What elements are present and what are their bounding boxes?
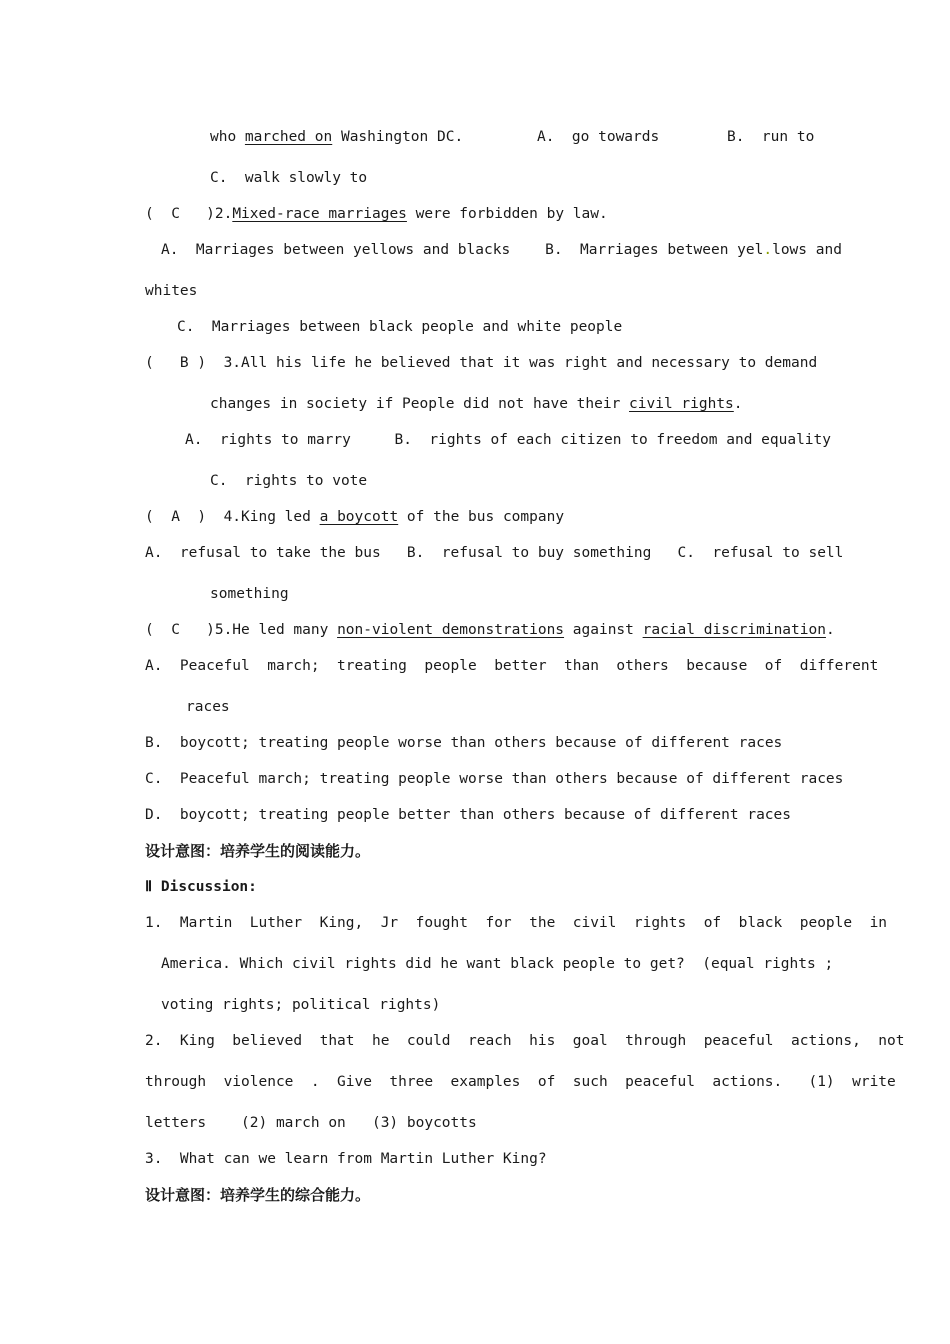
- q5-stem: [145, 620, 835, 640]
- q3-underlined-phrase: civil rights: [629, 396, 734, 412]
- q5-stem-mid: against: [564, 622, 643, 638]
- q5-underlined-phrase-1: non-violent demonstrations: [337, 622, 565, 638]
- q3-stem-pre: changes in society if People did not have their: [210, 396, 630, 412]
- q5-option-b: [145, 733, 782, 753]
- q1-option-c: C. walk slowly to: [210, 170, 368, 186]
- q5-stem-pre: ( C )5.He led many: [145, 622, 338, 638]
- q1-option-a: A. go towards: [537, 129, 660, 145]
- q4-options-wrap: something: [210, 586, 289, 602]
- q1-stem-pre: who: [210, 129, 245, 145]
- design-intent-comprehensive: 设计意图：培养学生的综合能力。: [145, 1186, 371, 1204]
- q2-stem-post: were forbidden by law.: [406, 206, 608, 222]
- q3-options-ab: A. rights to marry B. rights of each citizen to freedom and equality: [185, 432, 832, 448]
- q4-stem-post: of the bus company: [398, 509, 565, 525]
- q4-stem: [145, 507, 564, 527]
- q2-options-ab-tail: lows and: [772, 242, 842, 258]
- q2-option-c: C. Marriages between black people and white people: [177, 319, 623, 335]
- q3-option-c: C. rights to vote: [210, 473, 368, 489]
- discussion-2-line2: through violence . Give three examples of such peaceful actions. (1) write: [145, 1074, 896, 1090]
- discussion-2-line1: 2. King believed that he could reach his goal through peaceful actions, not: [145, 1033, 905, 1049]
- discussion-1-line3: voting rights; political rights): [161, 997, 441, 1013]
- q2-options-ab-text: A. Marriages between yellows and blacks B. Marriages between yel: [161, 242, 764, 258]
- q3-stem-line2: [210, 394, 743, 414]
- q2-stem: [145, 204, 608, 224]
- q3-stem-line1: ( B ) 3.All his life he believed that it was right and necessary to demand: [145, 355, 818, 371]
- discussion-2-line3: letters (2) march on (3) boycotts: [145, 1115, 477, 1131]
- q4-stem-pre: ( A ) 4.King led: [145, 509, 320, 525]
- q1-stem: [210, 127, 463, 147]
- q5-option-a-wrap: races: [186, 699, 230, 715]
- q5-option-b-part3: races: [738, 735, 783, 751]
- q5-stem-post: .: [825, 622, 835, 638]
- q2-answer: ( C ): [145, 206, 215, 222]
- q1-stem-post: Washington DC.: [332, 129, 464, 145]
- q2-options-ab-wrap: whites: [145, 283, 198, 299]
- q5-option-a: A. Peaceful march; treating people better than others because of different: [145, 658, 879, 674]
- q4-options: A. refusal to take the bus B. refusal to buy something C. refusal to sell: [145, 545, 844, 561]
- discussion-3: 3. What can we learn from Martin Luther King?: [145, 1151, 547, 1167]
- q2-number: 2.: [214, 206, 233, 222]
- q3-stem-post: .: [733, 396, 743, 412]
- q5-option-c: C. Peaceful march; treating people worse than others because of different races: [145, 771, 844, 787]
- discussion-title: Ⅱ Discussion:: [145, 879, 257, 895]
- q5-underlined-phrase-2: racial discrimination: [642, 622, 826, 638]
- discussion-1-line2: America. Which civil rights did he want black people to get? (equal rights ;: [161, 956, 834, 972]
- design-intent-reading: 设计意图：培养学生的阅读能力。: [145, 842, 371, 860]
- q1-option-b: B. run to: [727, 129, 815, 145]
- stray-mark: .: [763, 242, 773, 258]
- q2-options-ab: [161, 240, 842, 260]
- q1-underlined-phrase: marched on: [244, 129, 333, 145]
- q2-underlined-phrase: Mixed-race marriages: [232, 206, 407, 222]
- q4-underlined-phrase: a boycott: [319, 509, 399, 525]
- q5-option-b-part2: se than others because of different: [424, 735, 739, 751]
- q5-option-b-part1: B. boycott; treating people wor: [145, 735, 425, 751]
- q5-option-d: D. boycott; treating people better than others because of different races: [145, 807, 792, 823]
- discussion-1-line1: 1. Martin Luther King, Jr fought for the civil rights of black people in: [145, 915, 888, 931]
